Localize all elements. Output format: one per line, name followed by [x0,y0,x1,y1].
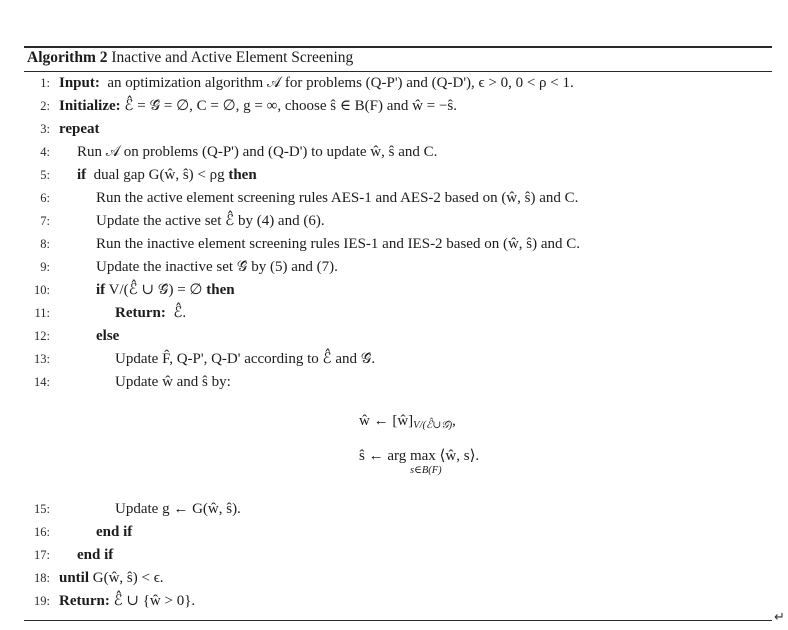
line-number: 12: [34,329,50,343]
keyword: repeat [59,121,100,137]
keyword: end if [96,524,133,540]
line-number: 8: [40,237,50,251]
line-number: 19: [34,594,50,608]
line-number: 1: [40,76,50,90]
line-number: 3: [40,122,50,136]
line-content [96,233,580,255]
line-content [59,95,457,117]
bottom-rule [24,620,772,621]
line-content [115,498,241,520]
line-text: ℰ̂ ∪ {ŵ > 0}. [113,593,196,609]
line-text: Update the inactive set 𝒢̂ by (5) and (7). [96,259,338,275]
algorithm-title: Inactive and Active Element Screening [111,49,354,66]
line-number: 4: [40,145,50,159]
line-text: V/(ℰ̂ ∪ 𝒢̂) = ∅ [108,282,203,298]
equation-main: ŝ ← arg max ⟨ŵ, s⟩. [359,448,480,464]
line-number: 17: [34,548,50,562]
keyword: Return: [115,305,166,321]
line-content [77,164,257,186]
line-number: 18: [34,571,50,585]
line-content [96,256,338,278]
line-content [96,279,235,301]
top-rule [24,46,772,48]
line-text: ℰ̂ = 𝒢̂ = ∅, C = ∅, g = ∞, choose ŝ ∈ B(F) and ŵ = −ŝ. [124,98,458,114]
line-content [115,302,186,324]
line-text: Update ŵ and ŝ by: [115,374,231,390]
equation-subscript: V/(ℰ̂∪𝒢̂) [413,420,453,431]
line-text: Update g ← G(ŵ, ŝ). [115,501,241,517]
line-text: dual gap G(ŵ, ŝ) < ρg [93,167,225,183]
keyword: end if [77,547,114,563]
line-content [115,371,231,393]
keyword: Return: [59,593,110,609]
line-content [59,118,100,140]
line-content [96,210,325,232]
keyword: if [96,282,106,298]
line-number: 2: [40,99,50,113]
display-equation-w [359,413,456,430]
keyword-then: then [228,167,257,183]
line-content [96,325,119,347]
line-content [96,521,132,543]
line-content [96,187,578,209]
display-equation-s [359,446,480,476]
line-text: Update the active set ℰ̂ by (4) and (6). [96,213,325,229]
line-text: Run the inactive element screening rules IES-1 and IES-2 based on (ŵ, ŝ) and C. [96,236,581,252]
line-number: 5: [40,168,50,182]
keyword: until [59,570,90,586]
line-text: an optimization algorithm 𝒜 for problems (Q-P') and (Q-D'), ϵ > 0, 0 < ρ < 1. [107,75,574,91]
equation-main: ŵ ← [ŵ] [359,413,414,429]
keyword: Initialize: [59,98,121,114]
line-number: 15: [34,502,50,516]
keyword: else [96,328,120,344]
line-number: 14: [34,375,50,389]
line-content [59,567,164,589]
line-text: G(ŵ, ŝ) < ϵ. [92,570,164,586]
line-number: 13: [34,352,50,366]
keyword-then: then [206,282,235,298]
line-content [115,348,375,370]
line-text: Run the active element screening rules AES-1 and AES-2 based on (ŵ, ŝ) and C. [96,190,579,206]
line-number: 10: [34,283,50,297]
line-content [77,544,113,566]
line-content [77,141,437,163]
keyword: Input: [59,75,100,91]
line-text: ℰ̂. [173,305,187,321]
line-text: Run 𝒜 on problems (Q-P') and (Q-D') to update ŵ, ŝ and C. [77,144,438,160]
line-number: 7: [40,214,50,228]
line-content [59,590,195,612]
line-content [59,72,574,94]
line-number: 6: [40,191,50,205]
algorithm-label: Algorithm 2 [27,49,108,66]
line-number: 11: [34,306,50,320]
line-number: 16: [34,525,50,539]
return-arrow-icon: ↵ [774,610,785,625]
line-number: 9: [40,260,50,274]
keyword: if [77,167,87,183]
algorithm-caption [27,49,353,67]
line-text: Update F̂, Q-P', Q-D' according to ℰ̂ and 𝒢̂. [115,351,376,367]
equation-end: , [452,413,456,429]
equation-underscript: s∈B(F) [410,465,442,476]
